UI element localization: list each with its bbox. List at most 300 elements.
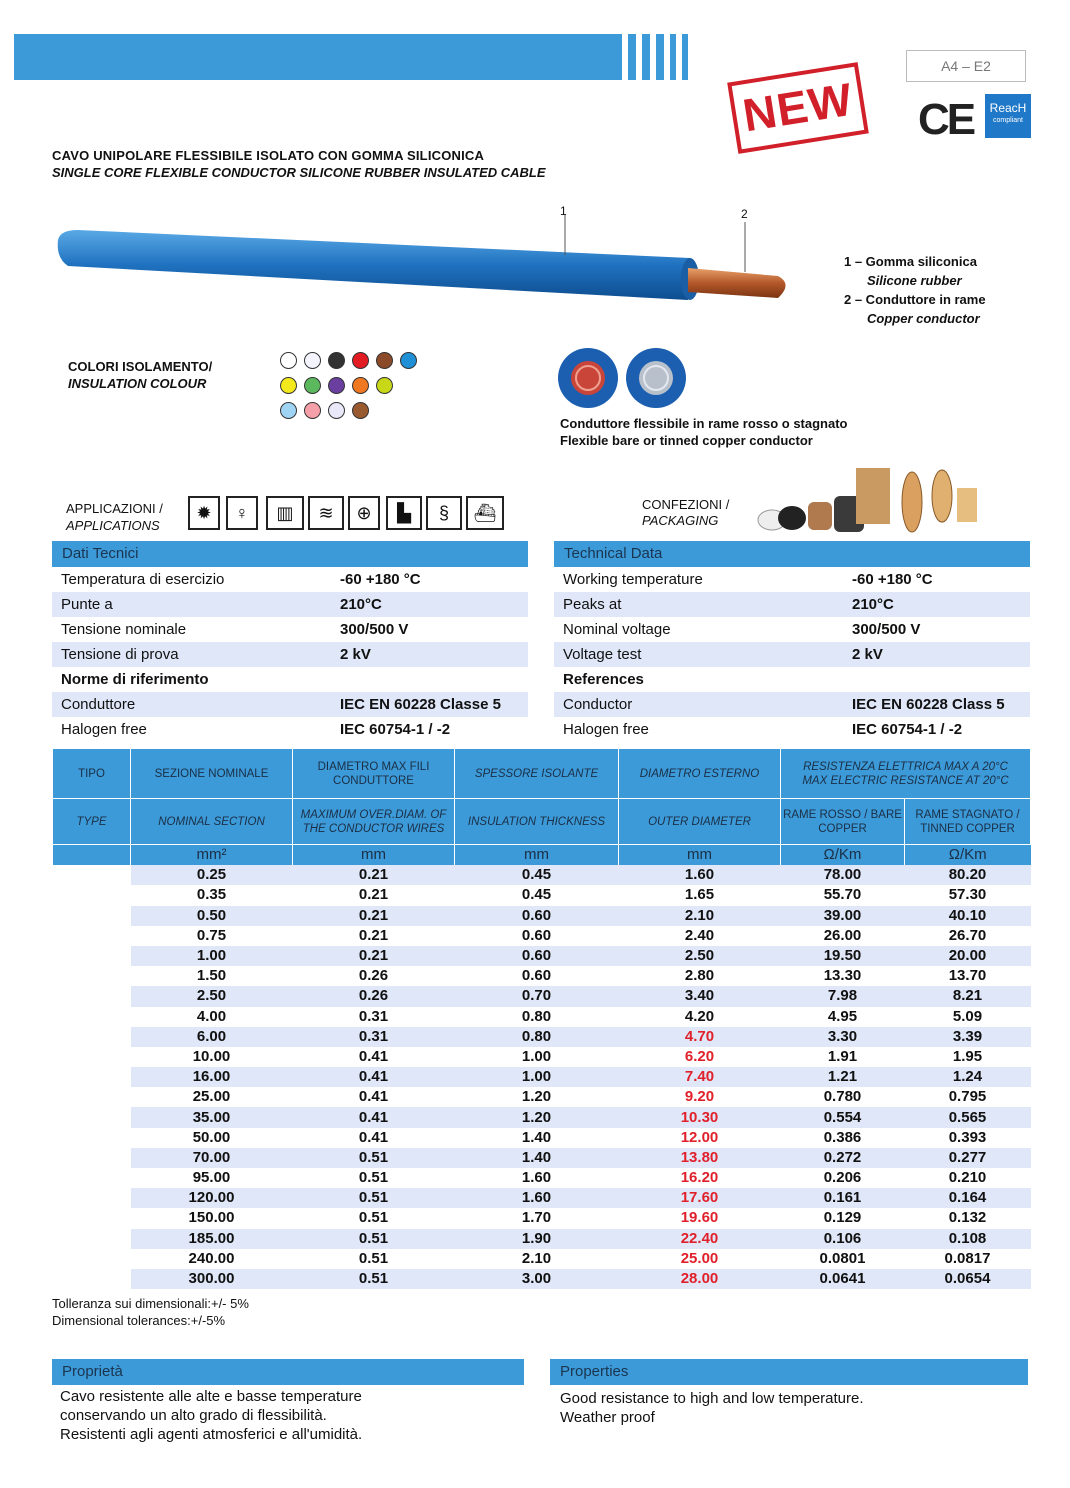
row-blank <box>53 1027 131 1047</box>
table-cell: 0.795 <box>948 1088 987 1106</box>
header-max-over-diam: MAXIMUM OVER.DIAM. OF THE CONDUCTOR WIRES <box>293 799 455 845</box>
tech-label: Tensione nominale <box>61 621 187 638</box>
table-row <box>53 885 1031 905</box>
table-cell: 40.10 <box>905 906 1031 926</box>
applications-label: APPLICAZIONI / <box>66 501 163 516</box>
colours-label-en: INSULATION COLOUR <box>68 376 207 391</box>
tech-value: -60 +180 °C <box>852 571 933 588</box>
table-cell: 0.210 <box>948 1169 987 1187</box>
table-cell: 2.10 <box>521 1249 552 1267</box>
lamp-icon: ♀ <box>226 496 258 530</box>
unit-cell: mm <box>293 845 455 866</box>
packaging-label-en: PACKAGING <box>642 513 719 528</box>
row-blank <box>53 1107 131 1127</box>
tech-row <box>52 692 528 717</box>
properties-line: Good resistance to high and low temperature. <box>560 1390 864 1407</box>
header-resistenza-it: RESISTENZA ELETTRICA MAX A 20°C <box>803 760 1008 773</box>
row-blank <box>53 1168 131 1188</box>
table-cell: 1.00 <box>521 1047 552 1065</box>
tech-row <box>52 717 528 742</box>
colour-swatch <box>328 402 345 419</box>
table-cell: 8.21 <box>905 986 1031 1006</box>
new-stamp: NEW <box>727 62 869 154</box>
colour-swatch <box>352 352 369 369</box>
cable-spec-table <box>52 748 1031 1289</box>
table-row <box>53 1168 1031 1188</box>
table-cell: 0.132 <box>948 1209 987 1227</box>
table-cell: 0.164 <box>905 1188 1031 1208</box>
packaging-illustration <box>752 462 982 538</box>
reach-logo <box>985 94 1031 138</box>
units-blank <box>53 845 131 866</box>
table-cell: 1.50 <box>196 967 227 985</box>
reach-label: ReacH <box>989 101 1027 115</box>
table-cell: 0.26 <box>293 986 455 1006</box>
properties-line: Cavo resistente alle alte e basse temperature <box>60 1388 362 1405</box>
section-header-proprieta: Proprietà <box>52 1359 524 1385</box>
tech-value: IEC EN 60228 Classe 5 <box>340 696 501 713</box>
table-cell: 50.00 <box>192 1128 231 1146</box>
table-row <box>53 966 1031 986</box>
table-cell: 0.51 <box>358 1249 389 1267</box>
legend-item-2-en: Copper conductor <box>867 311 980 326</box>
table-cell: 185.00 <box>131 1229 293 1249</box>
colour-swatch <box>304 352 321 369</box>
table-cell: 4.70 <box>619 1027 781 1047</box>
heater-icon: ▥ <box>266 496 304 530</box>
row-blank <box>53 906 131 926</box>
table-cell: 2.10 <box>619 906 781 926</box>
table-cell: 19.50 <box>781 946 905 966</box>
table-cell: 57.30 <box>948 886 987 904</box>
header-sezione: SEZIONE NOMINALE <box>131 749 293 799</box>
colour-swatches <box>280 352 440 426</box>
table-cell: 0.51 <box>358 1169 389 1187</box>
table-cell: 0.277 <box>905 1148 1031 1168</box>
tech-label: Nominal voltage <box>563 621 671 638</box>
table-cell: 1.24 <box>905 1067 1031 1087</box>
row-blank <box>53 1249 131 1269</box>
header-spessore: SPESSORE ISOLANTE <box>455 749 619 799</box>
row-blank <box>53 1188 131 1208</box>
table-cell: 300.00 <box>131 1269 293 1289</box>
table-cell: 0.51 <box>293 1188 455 1208</box>
table-cell: 1.00 <box>131 946 293 966</box>
table-cell: 16.00 <box>131 1067 293 1087</box>
table-cell: 25.00 <box>680 1249 719 1267</box>
table-row <box>53 1269 1031 1289</box>
table-cell: 17.60 <box>619 1188 781 1208</box>
tech-row <box>554 567 1030 592</box>
row-blank <box>53 1087 131 1107</box>
table-cell: 5.09 <box>952 1007 983 1025</box>
table-cell: 0.80 <box>521 1007 552 1025</box>
tech-row <box>52 567 528 592</box>
table-row <box>53 1188 1031 1208</box>
title-italian: CAVO UNIPOLARE FLESSIBILE ISOLATO CON GOMMA SILICONICA <box>52 148 485 163</box>
table-cell: 1.65 <box>684 886 715 904</box>
legend-item-1: 1 – Gomma siliconica <box>844 254 977 269</box>
properties-line: conservando un alto grado di flessibilità. <box>60 1407 327 1424</box>
table-cell: 12.00 <box>680 1128 719 1146</box>
table-cell: 0.0654 <box>905 1269 1031 1289</box>
tech-value: 2 kV <box>340 646 371 663</box>
tech-row <box>554 642 1030 667</box>
table-cell: 1.20 <box>455 1107 619 1127</box>
tech-label: Punte a <box>61 596 113 613</box>
header-diametro-max: DIAMETRO MAX FILI CONDUTTORE <box>293 749 455 799</box>
tech-row <box>52 617 528 642</box>
header-type: TYPE <box>53 799 131 845</box>
table-cell: 0.393 <box>948 1128 987 1146</box>
table-cell: 26.00 <box>823 926 862 944</box>
table-row <box>53 1007 1031 1027</box>
tech-value: 210°C <box>340 596 382 613</box>
table-row <box>53 986 1031 1006</box>
table-row <box>53 1027 1031 1047</box>
table-cell: 26.70 <box>948 926 987 944</box>
table-cell: 0.41 <box>293 1067 455 1087</box>
colour-swatch <box>280 377 297 394</box>
table-row <box>53 865 1031 885</box>
table-row <box>53 906 1031 926</box>
resistor-icon: ≋ <box>308 496 344 530</box>
header-diametro-esterno: DIAMETRO ESTERNO <box>619 749 781 799</box>
table-cell: 4.00 <box>196 1007 227 1025</box>
table-cell: 0.60 <box>521 926 552 944</box>
table-cell: 0.51 <box>358 1209 389 1227</box>
table-row <box>53 1249 1031 1269</box>
marker-1: 1 <box>560 204 567 218</box>
row-blank <box>53 1148 131 1168</box>
header-outer-diameter: OUTER DIAMETER <box>619 799 781 845</box>
table-cell: 0.45 <box>455 865 619 885</box>
header-tipo: TIPO <box>53 749 131 799</box>
table-cell: 0.21 <box>293 946 455 966</box>
table-cell: 1.70 <box>521 1209 552 1227</box>
cable-illustration <box>48 200 808 320</box>
table-row <box>53 1128 1031 1148</box>
tech-label: Conduttore <box>61 696 136 713</box>
colour-swatch <box>304 402 321 419</box>
table-cell: 2.50 <box>619 946 781 966</box>
table-cell: 0.21 <box>358 926 389 944</box>
medical-icon: § <box>426 496 462 530</box>
row-blank <box>53 865 131 885</box>
table-cell: 39.00 <box>781 906 905 926</box>
table-cell: 0.565 <box>905 1107 1031 1127</box>
table-cell: 13.80 <box>619 1148 781 1168</box>
tech-value: 2 kV <box>852 646 883 663</box>
unit-cell: mm <box>619 845 781 866</box>
legend-item-2: 2 – Conduttore in rame <box>844 292 986 307</box>
applications-label-en: APPLICATIONS <box>66 518 160 533</box>
colour-swatch <box>352 377 369 394</box>
unit-cell: mm² <box>131 845 293 866</box>
unit-cell: Ω/Km <box>905 845 1031 866</box>
row-blank <box>53 946 131 966</box>
table-cell: 120.00 <box>131 1188 293 1208</box>
table-cell: 0.51 <box>293 1229 455 1249</box>
table-cell: 0.50 <box>131 906 293 926</box>
properties-line: Weather proof <box>560 1409 655 1426</box>
table-cell: 10.00 <box>192 1047 231 1065</box>
table-cell: 13.70 <box>948 967 987 985</box>
table-cell: 1.60 <box>521 1169 552 1187</box>
tech-value: 300/500 V <box>852 621 921 638</box>
table-cell: 1.40 <box>521 1128 552 1146</box>
table-cell: 22.40 <box>619 1229 781 1249</box>
document-code: A4 – E2 <box>906 50 1026 82</box>
table-cell: 0.60 <box>521 967 552 985</box>
tech-value: IEC 60754-1 / -2 <box>852 721 963 738</box>
table-cell: 19.60 <box>680 1209 719 1227</box>
table-cell: 0.21 <box>293 865 455 885</box>
header-resistenza-en: MAX ELECTRIC RESISTANCE AT 20°C <box>802 774 1009 787</box>
properties-text-it <box>60 1387 362 1444</box>
table-cell: 2.80 <box>684 967 715 985</box>
table-row <box>53 1208 1031 1228</box>
table-cell: 3.39 <box>905 1027 1031 1047</box>
tech-label: References <box>563 671 644 688</box>
table-cell: 0.35 <box>196 886 227 904</box>
table-cell: 9.20 <box>684 1088 715 1106</box>
table-cell: 0.272 <box>781 1148 905 1168</box>
table-cell: 0.0817 <box>944 1249 991 1267</box>
tech-value: 300/500 V <box>340 621 409 638</box>
tech-table-it <box>52 567 528 742</box>
table-cell: 240.00 <box>188 1249 235 1267</box>
hob-icon: ⊕ <box>348 496 380 530</box>
reach-sub: compliant <box>993 117 1023 124</box>
tech-row <box>554 667 1030 692</box>
header-stripe <box>670 34 676 80</box>
table-cell: 0.108 <box>905 1229 1031 1249</box>
factory-icon: ▙ <box>386 496 422 530</box>
table-cell: 2.40 <box>684 926 715 944</box>
row-blank <box>53 1128 131 1148</box>
table-cell: 0.41 <box>293 1107 455 1127</box>
table-cell: 70.00 <box>131 1148 293 1168</box>
row-blank <box>53 966 131 986</box>
table-cell: 0.31 <box>358 1007 389 1025</box>
unit-cell: mm <box>455 845 619 866</box>
section-header-properties: Properties <box>550 1359 1028 1385</box>
header-stripe <box>656 34 664 80</box>
table-cell: 0.70 <box>455 986 619 1006</box>
table-cell: 4.95 <box>827 1007 858 1025</box>
table-cell: 1.90 <box>455 1229 619 1249</box>
table-cell: 0.26 <box>358 967 389 985</box>
tech-row <box>554 717 1030 742</box>
tech-value: 210°C <box>852 596 894 613</box>
table-cell: 4.20 <box>684 1007 715 1025</box>
title-english: SINGLE CORE FLEXIBLE CONDUCTOR SILICONE RUBBER INSULATED CABLE <box>52 165 546 180</box>
tech-label: Peaks at <box>563 596 622 613</box>
table-cell: 1.95 <box>952 1047 983 1065</box>
table-row <box>53 1107 1031 1127</box>
section-header-technical-data: Technical Data <box>554 541 1030 567</box>
table-cell: 1.91 <box>827 1047 858 1065</box>
tech-row <box>554 692 1030 717</box>
table-cell: 35.00 <box>131 1107 293 1127</box>
table-cell: 0.60 <box>455 946 619 966</box>
table-cell: 0.41 <box>358 1047 389 1065</box>
table-cell: 6.20 <box>684 1047 715 1065</box>
packaging-label: CONFEZIONI / <box>642 497 730 512</box>
tech-label: Conductor <box>563 696 633 713</box>
unit-cell: Ω/Km <box>781 845 905 866</box>
colour-swatch <box>352 402 369 419</box>
header-insulation-thickness: INSULATION THICKNESS <box>455 799 619 845</box>
table-cell: 78.00 <box>781 865 905 885</box>
tech-label: Halogen free <box>563 721 649 738</box>
ce-mark: CE <box>918 95 974 144</box>
table-cell: 0.80 <box>455 1027 619 1047</box>
colour-swatch <box>400 352 417 369</box>
table-cell: 0.21 <box>358 886 389 904</box>
header-stripe <box>682 34 688 80</box>
tech-label: Norme di riferimento <box>61 671 209 688</box>
tech-label: Temperatura di esercizio <box>61 571 225 588</box>
table-cell: 6.00 <box>131 1027 293 1047</box>
section-header-dati-tecnici: Dati Tecnici <box>52 541 528 567</box>
tech-value: IEC 60754-1 / -2 <box>340 721 451 738</box>
colours-label: COLORI ISOLAMENTO/ <box>68 359 213 374</box>
colour-swatch <box>328 377 345 394</box>
table-row <box>53 1087 1031 1107</box>
header-resistenza <box>781 749 1031 799</box>
header-bare-copper: RAME ROSSO / BARE COPPER <box>781 799 905 845</box>
table-cell: 0.554 <box>781 1107 905 1127</box>
table-cell: 16.20 <box>680 1169 719 1187</box>
colour-swatch <box>376 377 393 394</box>
tech-label: Voltage test <box>563 646 642 663</box>
tolerance-it: Tolleranza sui dimensionali:+/- 5% <box>52 1296 249 1311</box>
tech-label: Working temperature <box>563 571 703 588</box>
row-blank <box>53 1208 131 1228</box>
table-cell: 1.21 <box>781 1067 905 1087</box>
table-cell: 0.51 <box>293 1148 455 1168</box>
table-cell: 10.30 <box>619 1107 781 1127</box>
conductor-cross-sections <box>556 346 696 410</box>
table-cell: 1.00 <box>455 1067 619 1087</box>
header-nominal-section: NOMINAL SECTION <box>131 799 293 845</box>
table-row <box>53 1067 1031 1087</box>
tech-row <box>554 592 1030 617</box>
table-cell: 0.45 <box>521 886 552 904</box>
table-cell: 150.00 <box>188 1209 235 1227</box>
table-cell: 0.60 <box>455 906 619 926</box>
properties-line: Resistenti agli agenti atmosferici e all'umidità. <box>60 1426 363 1443</box>
colour-swatch <box>304 377 321 394</box>
marker-2: 2 <box>741 207 748 221</box>
tech-label: Halogen free <box>61 721 147 738</box>
table-cell: 20.00 <box>905 946 1031 966</box>
tech-table-en <box>554 567 1030 742</box>
table-cell: 25.00 <box>192 1088 231 1106</box>
table-cell: 28.00 <box>619 1269 781 1289</box>
tech-value: IEC EN 60228 Class 5 <box>852 696 1005 713</box>
table-cell: 0.780 <box>823 1088 862 1106</box>
tech-row <box>52 667 528 692</box>
table-cell: 0.206 <box>823 1169 862 1187</box>
row-blank <box>53 986 131 1006</box>
tech-label: Tensione di prova <box>61 646 179 663</box>
properties-text-en <box>560 1389 864 1427</box>
table-cell: 0.0641 <box>781 1269 905 1289</box>
table-cell: 1.20 <box>521 1088 552 1106</box>
table-cell: 55.70 <box>823 886 862 904</box>
table-row <box>53 1148 1031 1168</box>
row-blank <box>53 1047 131 1067</box>
table-cell: 0.51 <box>293 1269 455 1289</box>
colour-swatch <box>328 352 345 369</box>
row-blank <box>53 1067 131 1087</box>
table-cell: 13.30 <box>823 967 862 985</box>
table-row <box>53 1229 1031 1249</box>
table-cell: 1.40 <box>455 1148 619 1168</box>
table-cell: 3.40 <box>619 986 781 1006</box>
table-cell: 0.75 <box>196 926 227 944</box>
tech-value: -60 +180 °C <box>340 571 421 588</box>
colour-swatch <box>280 352 297 369</box>
table-cell: 3.30 <box>781 1027 905 1047</box>
table-cell: 0.106 <box>781 1229 905 1249</box>
row-blank <box>53 885 131 905</box>
tech-row <box>52 592 528 617</box>
header-bar <box>14 34 622 80</box>
table-cell: 80.20 <box>905 865 1031 885</box>
header-stripe <box>642 34 650 80</box>
table-cell: 2.50 <box>131 986 293 1006</box>
table-row <box>53 1047 1031 1067</box>
row-blank <box>53 1269 131 1289</box>
table-cell: 0.21 <box>293 906 455 926</box>
header-stripe <box>628 34 636 80</box>
table-cell: 7.98 <box>781 986 905 1006</box>
tolerance-en: Dimensional tolerances:+/-5% <box>52 1313 226 1328</box>
conductor-caption-it: Conduttore flessibile in rame rosso o stagnato <box>560 416 848 431</box>
table-cell: 3.00 <box>455 1269 619 1289</box>
table-cell: 0.31 <box>293 1027 455 1047</box>
row-blank <box>53 1229 131 1249</box>
colour-swatch <box>280 402 297 419</box>
table-cell: 0.0801 <box>819 1249 866 1267</box>
tech-row <box>554 617 1030 642</box>
table-cell: 0.41 <box>358 1088 389 1106</box>
table-cell: 7.40 <box>619 1067 781 1087</box>
header-tinned-copper: RAME STAGNATO / TINNED COPPER <box>905 799 1031 845</box>
table-cell: 0.386 <box>823 1128 862 1146</box>
ship-icon: ⛴ <box>466 496 504 530</box>
table-row <box>53 946 1031 966</box>
table-row <box>53 926 1031 946</box>
colour-swatch <box>376 352 393 369</box>
table-cell: 0.161 <box>781 1188 905 1208</box>
table-cell: 0.25 <box>131 865 293 885</box>
table-cell: 95.00 <box>192 1169 231 1187</box>
conductor-caption-en: Flexible bare or tinned copper conductor <box>560 433 813 448</box>
row-blank <box>53 926 131 946</box>
legend-item-1-en: Silicone rubber <box>867 273 962 288</box>
table-cell: 1.60 <box>619 865 781 885</box>
table-cell: 0.41 <box>358 1128 389 1146</box>
row-blank <box>53 1007 131 1027</box>
table-cell: 0.129 <box>823 1209 862 1227</box>
units-row <box>53 845 1031 866</box>
tech-row <box>52 642 528 667</box>
